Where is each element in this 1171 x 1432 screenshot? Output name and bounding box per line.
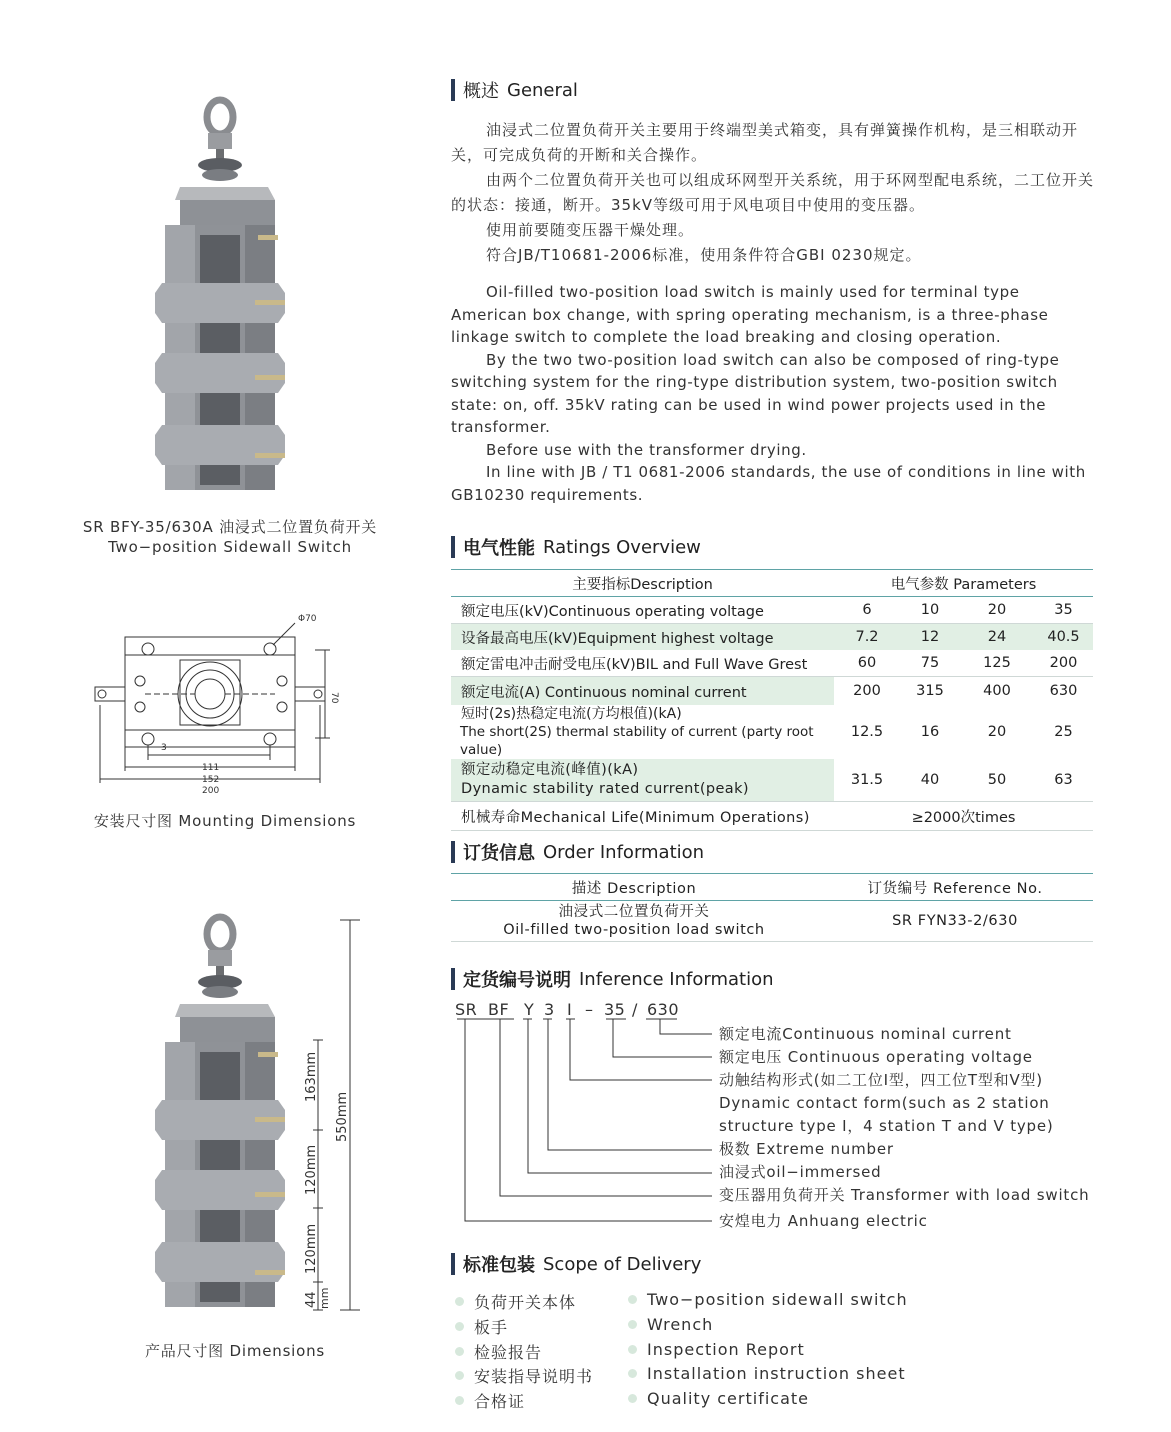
general-en-p1: Oil-filled two-position load switch is mainly used for terminal type American box change, with spring operating mechanism, is a three-phase linkage switch to complete the load breaking and closing operation.	[451, 283, 1049, 346]
ratings-cell: 200	[853, 683, 881, 699]
order-row	[451, 901, 1093, 942]
ratings-cell: 24	[987, 629, 1007, 645]
title-bar	[451, 841, 455, 863]
ratings-cell: 315	[916, 683, 944, 699]
delivery-item-zh-text: 安装指导说明书	[474, 1367, 594, 1386]
delivery-item-zh-text: 合格证	[474, 1392, 526, 1411]
ratings-life-label: 机械寿命Mechanical Life(Minimum Operations)	[461, 809, 810, 826]
code-bf: BF	[488, 1000, 510, 1019]
code-slash: /	[632, 1000, 638, 1019]
delivery-item-zh	[455, 1389, 525, 1412]
title-bar	[451, 1253, 455, 1275]
ratings-life-row	[451, 802, 1093, 831]
inference-leader-lines	[450, 1015, 720, 1230]
ratings-cell: 50	[987, 772, 1007, 788]
inf-label-oil: 油浸式oil−immersed	[719, 1163, 882, 1181]
ratings-cell: 63	[1054, 772, 1073, 788]
general-title	[451, 78, 578, 102]
delivery-item-en	[628, 1364, 906, 1383]
dim-163-label: 163mm	[304, 1051, 319, 1102]
ratings-cell: 200	[1049, 655, 1078, 671]
general-title-zh: 概述	[463, 81, 499, 102]
delivery-item-en-text: Wrench	[647, 1315, 714, 1334]
general-en-p4: In line with JB / T1 0681-2006 standards, the use of conditions in line with GB10230 requirements.	[451, 463, 1086, 504]
inf-label-contact-en2: structure type Ⅰ，4 station T and V type)	[719, 1117, 1054, 1135]
dimensions-drawing	[150, 912, 370, 1317]
ratings-cell: 25	[1054, 724, 1073, 740]
bullet-dot	[455, 1371, 464, 1380]
ratings-cell: 125	[983, 655, 1011, 671]
ratings-cell: 7.2	[855, 629, 879, 645]
ratings-row	[451, 624, 1093, 651]
inf-label-poles: 极数 Extreme number	[719, 1140, 894, 1158]
title-bar	[451, 79, 455, 101]
bullet-dot	[455, 1297, 464, 1306]
delivery-item-en-text: Two−position sidewall switch	[647, 1290, 908, 1309]
ratings-cell: 400	[983, 683, 1011, 699]
delivery-item-zh	[455, 1290, 576, 1313]
order-desc-zh: 油浸式二位置负荷开关	[558, 904, 710, 920]
delivery-title	[451, 1252, 701, 1276]
delivery-item-zh-text: 检验报告	[474, 1343, 543, 1362]
inf-label-current: 额定电流Continuous nominal current	[719, 1025, 1012, 1043]
ratings-row-label-en: The short(2S) thermal stability of current (party root value)	[460, 724, 814, 758]
general-title-en: General	[507, 79, 578, 101]
bullet-dot	[628, 1369, 637, 1378]
ratings-cell: 12	[920, 629, 940, 645]
ratings-cell: 630	[1049, 683, 1078, 699]
dim-550-label: 550mm	[335, 1091, 350, 1142]
ratings-row	[451, 677, 1093, 706]
bullet-dot	[628, 1394, 637, 1403]
delivery-item-en	[628, 1290, 908, 1309]
product-caption-line2: Two−position Sidewall Switch	[108, 538, 352, 556]
dim-111-label: 111	[202, 763, 220, 773]
inference-title-zh: 定货编号说明	[463, 970, 571, 991]
delivery-item-en	[628, 1340, 805, 1359]
code-i: I	[567, 1000, 573, 1019]
ratings-cell: 31.5	[850, 772, 884, 788]
general-en-p3: Before use with the transformer drying.	[486, 440, 807, 459]
delivery-item-zh-text: 负荷开关本体	[474, 1293, 577, 1312]
code-y: Y	[524, 1000, 535, 1019]
ratings-life-value: ≥2000次times	[911, 809, 1016, 826]
bullet-dot	[455, 1396, 464, 1405]
ratings-row-label	[451, 705, 834, 759]
dim-152-label: 152	[202, 775, 220, 785]
bullet-dot	[628, 1295, 637, 1304]
inf-label-brand: 安煌电力 Anhuang electric	[719, 1212, 928, 1230]
delivery-item-zh-text: 板手	[474, 1318, 509, 1337]
inf-label-contact-zh: 动触结构形式(如二工位Ⅰ型，四工位T型和V型)	[719, 1071, 1043, 1089]
delivery-item-en	[628, 1389, 809, 1408]
general-en-p2: By the two two-position load switch can also be composed of ring-type switching system for the ring-type distribution system, two-position switch state: on, off. 35kV rating can be used in wind power projects used in the transformer.	[451, 350, 1060, 436]
mounting-caption: 安装尺寸图 Mounting Dimensions	[93, 812, 357, 830]
ratings-cell: 10	[920, 602, 940, 618]
inf-label-transformer: 变压器用负荷开关 Transformer with load switch	[719, 1186, 1090, 1204]
dim-44-unit-label: mm	[318, 1287, 331, 1309]
ratings-row-label: 额定电流(A) Continuous nominal current	[451, 677, 834, 706]
delivery-item-zh	[455, 1315, 508, 1338]
mounting-drawing	[85, 605, 345, 800]
ratings-row	[451, 759, 1093, 802]
delivery-title-en: Scope of Delivery	[543, 1253, 702, 1275]
delivery-item-zh	[455, 1364, 593, 1387]
code-dash: –	[585, 1000, 594, 1019]
ratings-cell: 20	[987, 724, 1007, 740]
ratings-cell: 20	[987, 602, 1007, 618]
bullet-dot	[455, 1322, 464, 1331]
order-desc-en: Oil-filled two-position load switch	[503, 922, 765, 938]
general-zh-p1: 油浸式二位置负荷开关主要用于终端型美式箱变，具有弹簧操作机构，是三相联动开关，可完成负荷的开断和关合操作。	[451, 121, 1079, 164]
title-bar	[451, 536, 455, 558]
delivery-item-zh	[455, 1340, 542, 1363]
ratings-row-label-zh: 短时(2s)热稳定电流(方均根值)(kA)	[461, 706, 682, 722]
code-3: 3	[544, 1000, 555, 1019]
product-caption	[40, 517, 420, 557]
ratings-row-label-zh: 额定动稳定电流(峰值)(kA)	[461, 762, 639, 778]
order-ref: SR FYN33-2/630	[892, 913, 1018, 929]
order-header-ref: 订货编号 Reference No.	[867, 880, 1043, 897]
delivery-item-en	[628, 1315, 713, 1334]
ratings-header-params: 电气参数 Parameters	[890, 576, 1037, 593]
dim-200-label: 200	[202, 786, 220, 796]
product-photo	[150, 95, 300, 500]
ratings-header-desc: 主要指标Description	[572, 576, 713, 593]
dim-120a-label: 120mm	[304, 1144, 319, 1195]
title-bar	[451, 968, 455, 990]
code-sr: SR	[455, 1000, 478, 1019]
ratings-cell: 60	[857, 655, 877, 671]
inference-title-en: Inference Information	[579, 968, 774, 990]
delivery-item-en-text: Inspection Report	[647, 1340, 805, 1359]
order-title-en: Order Information	[543, 841, 705, 863]
ratings-row-label: 额定电压(kV)Continuous operating voltage	[461, 603, 764, 620]
ratings-table	[451, 569, 1093, 831]
order-title	[451, 840, 704, 864]
bullet-dot	[455, 1347, 464, 1356]
delivery-item-en-text: Installation instruction sheet	[647, 1364, 906, 1383]
ratings-cell: 40.5	[1047, 629, 1080, 645]
general-en-text	[451, 281, 1096, 506]
delivery-title-zh: 标准包装	[463, 1255, 535, 1276]
ratings-row	[451, 705, 1093, 759]
delivery-item-en-text: Quality certificate	[647, 1389, 809, 1408]
dim-phi-label: Φ70	[298, 614, 317, 624]
ratings-title-en: Ratings Overview	[543, 536, 701, 558]
general-zh-text	[451, 118, 1096, 268]
general-zh-p4: 符合JB/T10681-2006标准，使用条件符合GBI 0230规定。	[486, 246, 922, 264]
inf-label-voltage: 额定电压 Continuous operating voltage	[719, 1048, 1033, 1066]
order-header-row	[451, 874, 1093, 901]
order-title-zh: 订货信息	[463, 843, 535, 864]
ratings-cell: 35	[1054, 602, 1073, 618]
order-header-desc: 描述 Description	[571, 880, 697, 897]
product-caption-line1: SR BFY-35/630A 油浸式二位置负荷开关	[82, 518, 378, 536]
ratings-title-zh: 电气性能	[463, 538, 535, 559]
dim-3-label: 3	[161, 743, 167, 753]
ratings-row-label	[451, 759, 834, 802]
ratings-cell: 40	[920, 772, 940, 788]
ratings-row	[451, 650, 1093, 677]
inference-title	[451, 967, 774, 991]
ratings-row-label: 设备最高电压(kV)Equipment highest voltage	[461, 630, 774, 647]
dim-120b-label: 120mm	[304, 1223, 319, 1274]
bullet-dot	[628, 1345, 637, 1354]
general-zh-p3: 使用前要随变压器干燥处理。	[486, 221, 695, 239]
ratings-cell: 12.5	[850, 724, 884, 740]
order-table	[451, 873, 1093, 942]
inf-label-contact-en1: Dynamic contact form(such as 2 station	[719, 1094, 1050, 1112]
ratings-header-row	[451, 570, 1093, 597]
code-35: 35	[604, 1000, 626, 1019]
ratings-row	[451, 597, 1093, 624]
bullet-dot	[628, 1320, 637, 1329]
dim-44-label: 44	[304, 1291, 319, 1308]
ratings-cell: 75	[920, 655, 940, 671]
code-630: 630	[647, 1000, 680, 1019]
ratings-cell: 6	[862, 602, 872, 618]
ratings-title	[451, 535, 701, 559]
order-desc	[451, 901, 817, 942]
ratings-row-label-en: Dynamic stability rated current(peak)	[461, 781, 749, 797]
ratings-cell: 16	[920, 724, 940, 740]
dim-70-label: 70	[329, 692, 339, 704]
dimensions-caption: 产品尺寸图 Dimensions	[144, 1342, 326, 1360]
general-zh-p2: 由两个二位置负荷开关也可以组成环网型开关系统，用于环网型配电系统，二工位开关的状态：接通，断开。35kV等级可用于风电项目中使用的变压器。	[451, 171, 1095, 214]
ratings-row-label: 额定雷电冲击耐受电压(kV)BIL and Full Wave Grest	[461, 656, 808, 673]
